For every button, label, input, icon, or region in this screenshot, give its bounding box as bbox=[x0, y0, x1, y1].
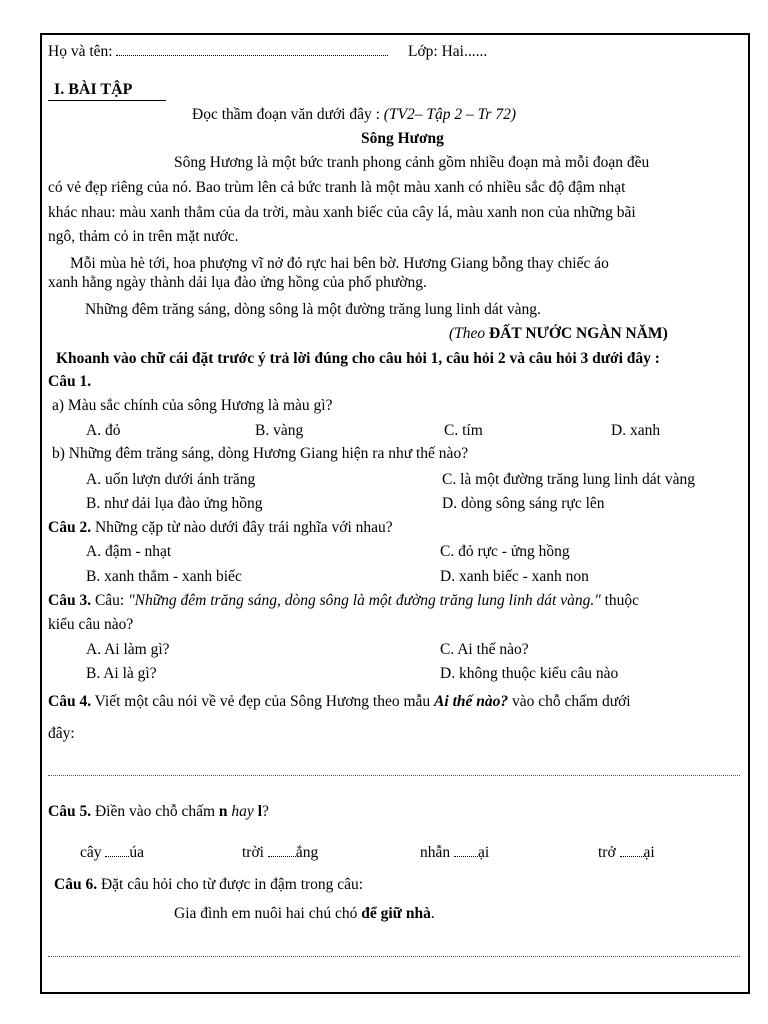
q1b-option-b[interactable]: B. như dải lụa đào ửng hồng bbox=[86, 495, 263, 512]
passage-line: Sông Hương là một bức tranh phong cảnh gồm nhiều đoạn mà mỗi đoạn đều bbox=[174, 154, 650, 171]
fill-blank[interactable] bbox=[620, 856, 644, 857]
instruction-source: (TV2– Tập 2 – Tr 72) bbox=[383, 106, 517, 123]
q6-sentence-end: . bbox=[430, 905, 435, 922]
q3-quote: "Những đêm trăng sáng, dòng sông là một đường trăng lung linh dát vàng." bbox=[128, 592, 601, 609]
q2-option-a[interactable]: A. đậm - nhạt bbox=[86, 543, 172, 560]
q6-answer-line[interactable] bbox=[48, 956, 740, 957]
section-title-underline bbox=[48, 100, 166, 101]
passage-line: Những đêm trăng sáng, dòng sông là một đường trăng lung linh dát vàng. bbox=[85, 301, 541, 318]
q6-sentence-bold: để giữ nhà bbox=[361, 905, 431, 922]
class-label: Lớp: Hai...... bbox=[408, 43, 488, 60]
q5-word-4 bbox=[598, 845, 655, 861]
word-post: ại bbox=[643, 844, 655, 861]
passage-line: Mỗi mùa hè tới, hoa phượng vĩ nở đỏ rực hai bên bờ. Hương Giang bỗng thay chiếc áo bbox=[70, 255, 609, 272]
q3-line bbox=[48, 593, 639, 609]
q1a-option-a[interactable]: A. đỏ bbox=[86, 422, 121, 439]
credit-prefix: (Theo bbox=[449, 325, 490, 342]
word-post: úa bbox=[129, 844, 145, 861]
passage-title: Sông Hương bbox=[361, 130, 444, 147]
word-post: ại bbox=[478, 844, 490, 861]
q5-word-3 bbox=[420, 845, 489, 861]
q1a-text: a) Màu sắc chính của sông Hương là màu gì? bbox=[52, 397, 333, 414]
q6-text: Đặt câu hỏi cho từ được in đậm trong câu: bbox=[97, 876, 364, 893]
fill-blank[interactable] bbox=[268, 856, 296, 857]
reading-instruction bbox=[192, 107, 516, 123]
q6-sentence-pre: Gia đình em nuôi hai chú chó bbox=[174, 905, 362, 922]
q3-option-b[interactable]: B. Ai là gì? bbox=[86, 665, 157, 682]
q1a-option-d[interactable]: D. xanh bbox=[611, 422, 661, 439]
q2-line bbox=[48, 520, 393, 536]
q4-line bbox=[48, 694, 631, 710]
q1a-option-b[interactable]: B. vàng bbox=[255, 422, 304, 439]
name-line bbox=[48, 44, 388, 60]
q1b-option-a[interactable]: A. uốn lượn dưới ánh trăng bbox=[86, 471, 256, 488]
q5-l: l bbox=[257, 803, 262, 820]
q3-line2: kiểu câu nào? bbox=[48, 616, 134, 633]
q4-pattern: Ai thế nào? bbox=[434, 693, 509, 710]
passage-line: có vẻ đẹp riêng của nó. Bao trùm lên cả bức tranh là một màu xanh có nhiều sắc độ đậm nhạt bbox=[48, 179, 626, 196]
q6-line bbox=[54, 877, 363, 893]
credit-name: ĐẤT NƯỚC NGÀN NĂM bbox=[489, 325, 663, 342]
q4-suffix: vào chỗ chấm dưới bbox=[508, 693, 631, 710]
q2-option-d[interactable]: D. xanh biếc - xanh non bbox=[440, 568, 589, 585]
passage-line: khác nhau: màu xanh thẳm của da trời, màu xanh biếc của cây lá, màu xanh non của những bãi bbox=[48, 204, 636, 221]
word-pre: trời bbox=[242, 844, 264, 861]
q4-answer-line[interactable] bbox=[48, 775, 740, 776]
name-blank[interactable] bbox=[116, 55, 388, 56]
word-pre: cây bbox=[80, 844, 102, 861]
q6-label: Câu 6. bbox=[54, 876, 98, 893]
q3-option-d[interactable]: D. không thuộc kiểu câu nào bbox=[440, 665, 619, 682]
q2-option-c[interactable]: C. đỏ rực - ửng hồng bbox=[440, 543, 570, 560]
q2-label: Câu 2. bbox=[48, 519, 92, 536]
q5-text: Điền vào chỗ chấm bbox=[91, 803, 219, 820]
q2-option-b[interactable]: B. xanh thẳm - xanh biếc bbox=[86, 568, 242, 585]
name-label: Họ và tên: bbox=[48, 43, 113, 60]
fill-blank[interactable] bbox=[105, 856, 129, 857]
q1-label: Câu 1. bbox=[48, 373, 92, 390]
q5-label: Câu 5. bbox=[48, 803, 92, 820]
word-pre: nhẫn bbox=[420, 844, 451, 861]
q5-word-2 bbox=[242, 845, 318, 861]
passage-line: ngô, thảm cỏ in trên mặt nước. bbox=[48, 228, 239, 245]
instruction-text: Đọc thầm đoạn văn dưới đây : bbox=[192, 106, 384, 123]
q1a-option-c[interactable]: C. tím bbox=[444, 422, 483, 439]
section-title: I. BÀI TẬP bbox=[54, 81, 133, 98]
passage-credit bbox=[449, 326, 668, 342]
q5-end: ? bbox=[262, 803, 269, 820]
q3-label: Câu 3. bbox=[48, 592, 92, 609]
q5-line bbox=[48, 804, 269, 820]
q5-n: n bbox=[218, 803, 228, 820]
q2-text: Những cặp từ nào dưới đây trái nghĩa với nhau? bbox=[91, 519, 393, 536]
q1b-option-d[interactable]: D. dòng sông sáng rực lên bbox=[442, 495, 605, 512]
q4-label: Câu 4. bbox=[48, 693, 92, 710]
q3-suffix: thuộc bbox=[600, 592, 640, 609]
q1b-text: b) Những đêm trăng sáng, dòng Hương Giang hiện ra như thế nào? bbox=[52, 445, 469, 462]
q3-option-c[interactable]: C. Ai thế nào? bbox=[440, 641, 529, 658]
fill-blank[interactable] bbox=[454, 856, 478, 857]
q4-text: Viết một câu nói về vẻ đẹp của Sông Hương theo mẫu bbox=[91, 693, 435, 710]
word-post: ắng bbox=[295, 844, 319, 861]
credit-suffix: ) bbox=[662, 325, 668, 342]
q3-option-a[interactable]: A. Ai làm gì? bbox=[86, 641, 170, 658]
q6-sentence bbox=[174, 906, 435, 922]
passage-line: xanh hằng ngày thành dải lụa đào ửng hồng của phố phường. bbox=[48, 274, 427, 291]
q5-hay: hay bbox=[227, 803, 258, 820]
word-pre: trở bbox=[598, 844, 616, 861]
q4-line2: đây: bbox=[48, 725, 75, 742]
q1b-option-c[interactable]: C. là một đường trăng lung linh dát vàng bbox=[442, 471, 695, 488]
q5-word-1 bbox=[80, 845, 144, 861]
directive: Khoanh vào chữ cái đặt trước ý trả lời đúng cho câu hỏi 1, câu hỏi 2 và câu hỏi 3 dưới đây : bbox=[56, 350, 660, 367]
q3-prefix: Câu: bbox=[91, 592, 129, 609]
